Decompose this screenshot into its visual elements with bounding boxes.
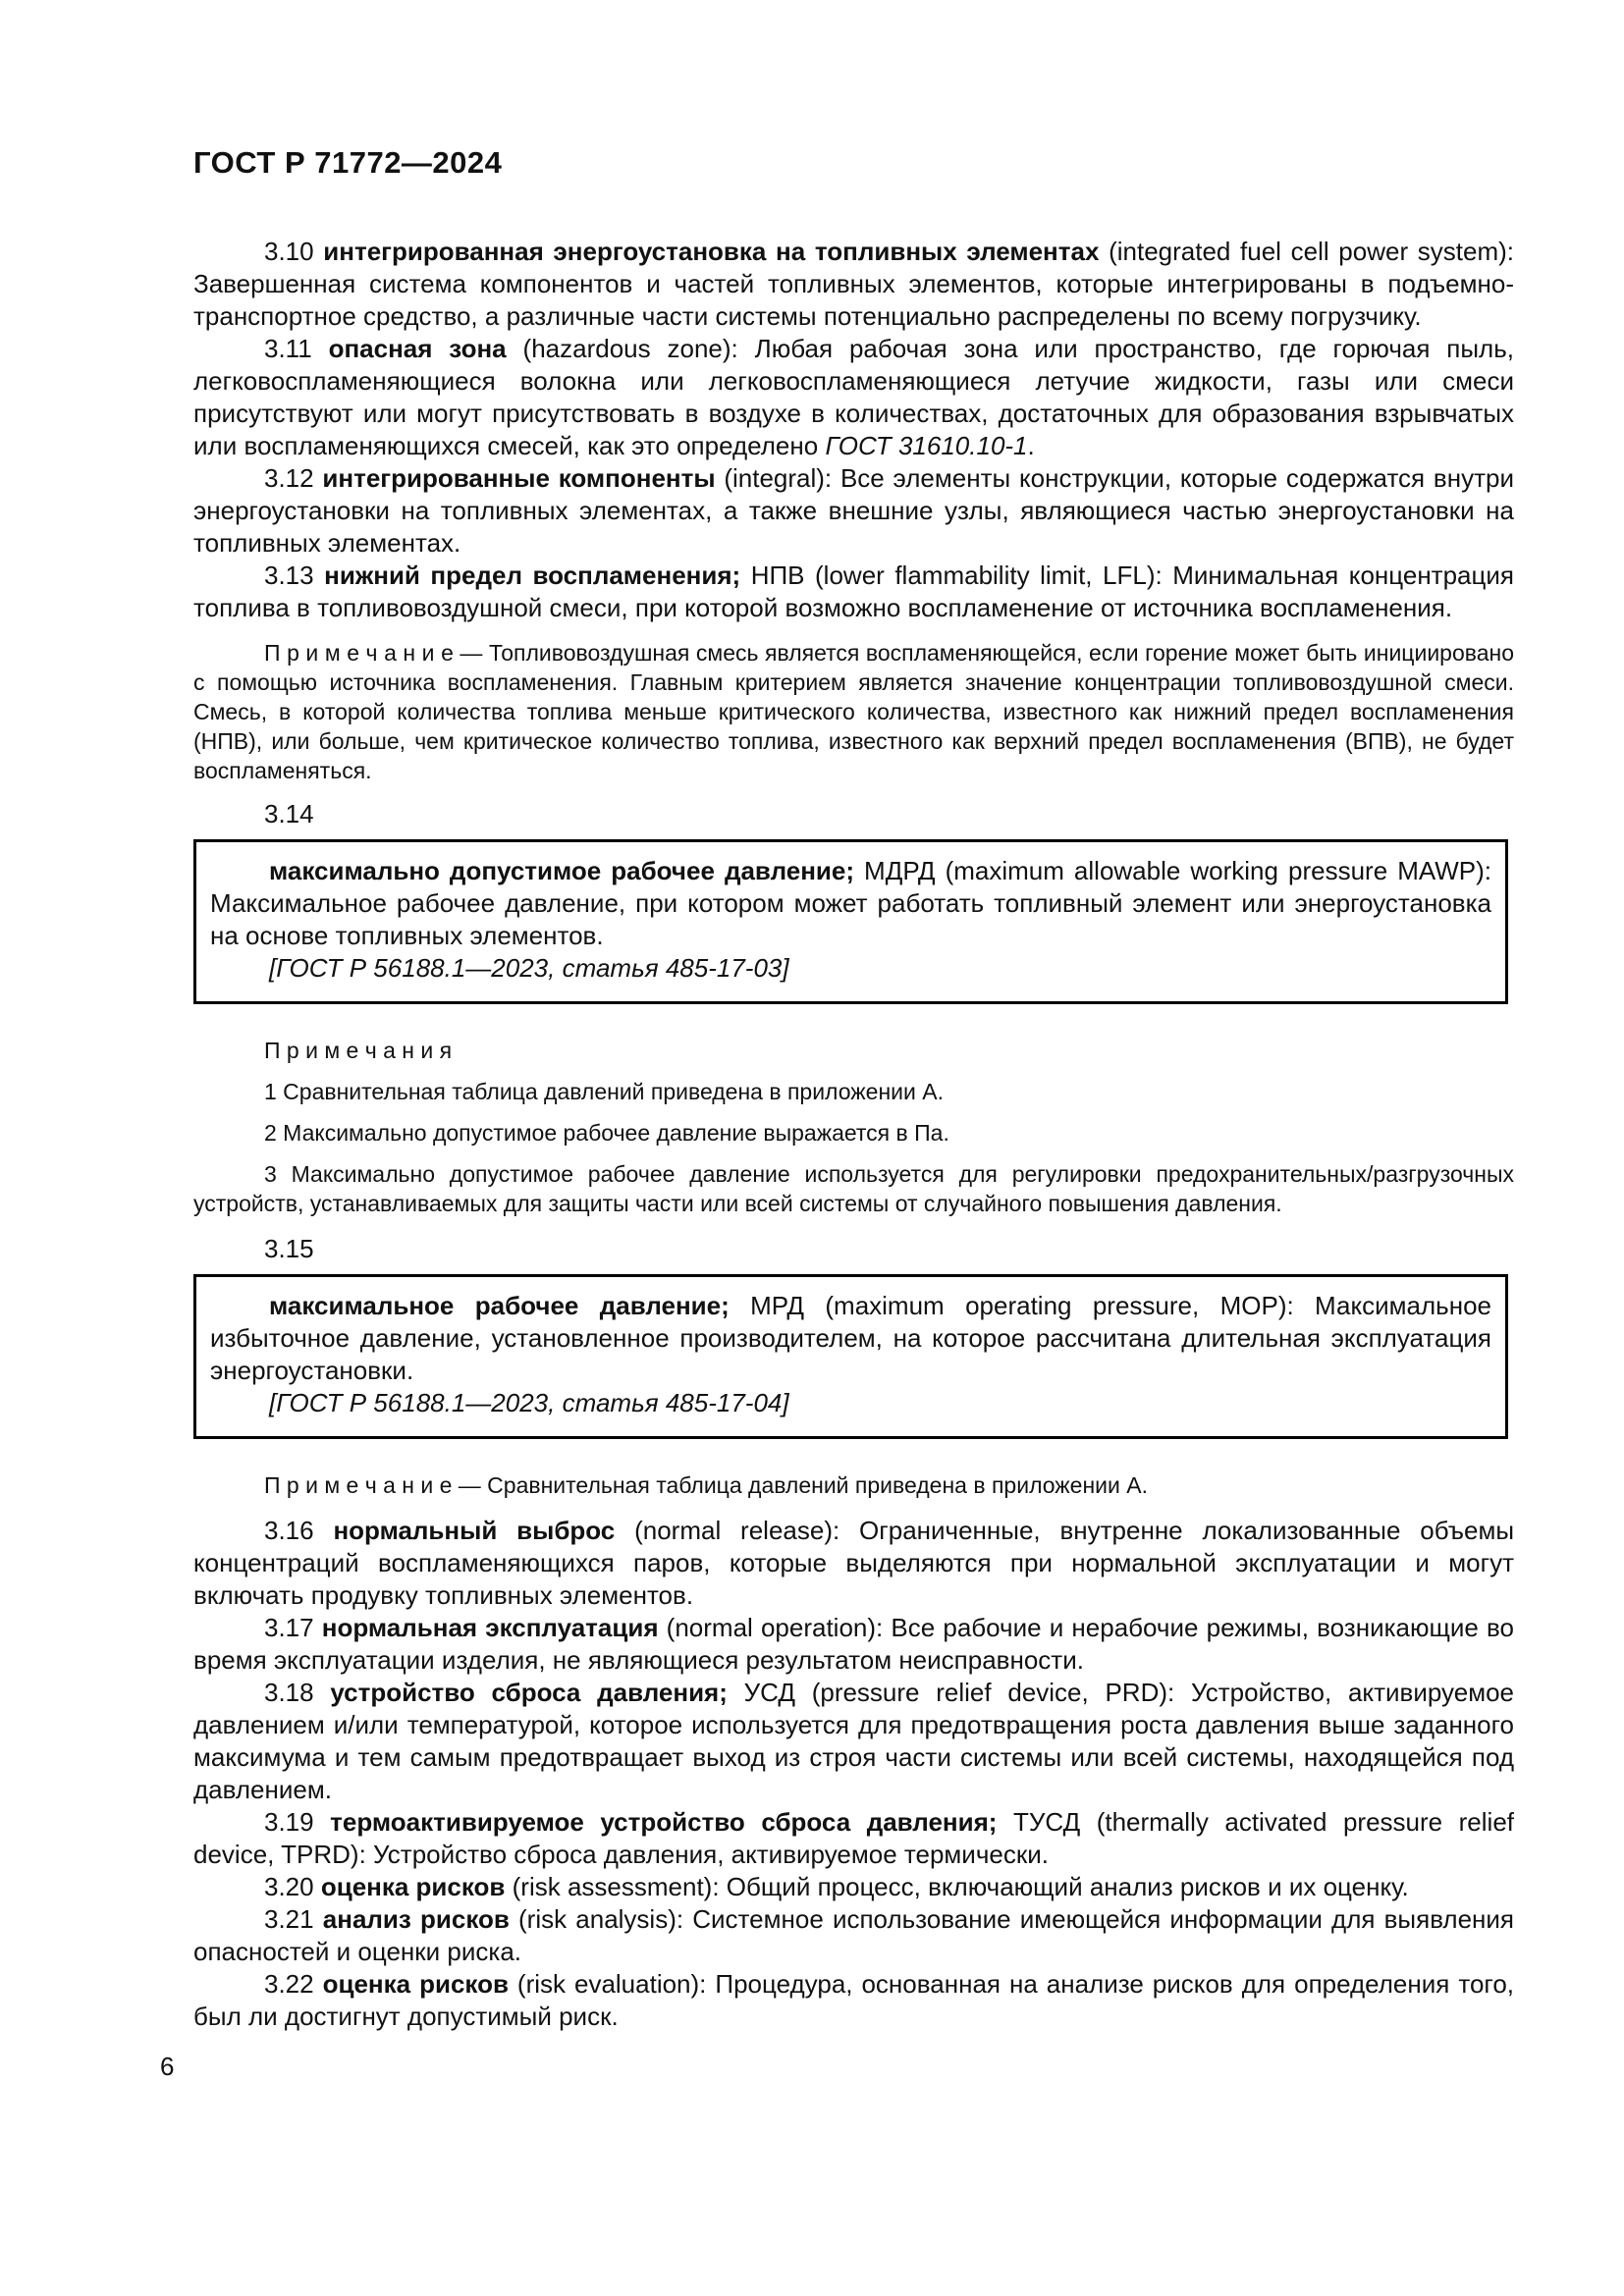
- note-mawp-2: 2 Максимально допустимое рабочее давление выражается в Па.: [264, 1120, 949, 1146]
- term-title: нормальная эксплуатация: [321, 1613, 659, 1642]
- term-title: термоактивируемое устройство сброса давления;: [330, 1807, 998, 1837]
- term-definition: (normal release): Ограниченные, внутренне локализованные объемы концентраций воспламеняющихся паров, которые выделяются при нормальной эксплуатации и могут включать продувку топливных элементов.: [193, 1516, 1515, 1610]
- clause-label-3-15: 3.15: [264, 1234, 314, 1263]
- term-title: опасная зона: [328, 334, 507, 363]
- term-title: нижний предел воспламенения;: [324, 561, 741, 590]
- term-number: 3.17: [264, 1613, 322, 1642]
- definition-box-3-14: [193, 839, 1508, 1004]
- term-title: интегрированная энергоустановка на топливных элементах: [323, 237, 1100, 266]
- term-definition: (integral): Все элементы конструкции, которые содержатся внутри энергоустановки на топливных элементах, а также внешние узлы, являющиеся частью энергоустановки на топливных элементах.: [193, 463, 1514, 558]
- term-definition: (risk assessment): Общий процесс, включающий анализ рисков и их оценку.: [505, 1872, 1409, 1901]
- term-number: 3.21: [264, 1904, 323, 1934]
- source-reference: [ГОСТ Р 56188.1—2023, статья 485-17-03]: [269, 953, 789, 983]
- term-number: 3.22: [264, 1969, 323, 1999]
- page-number: 6: [160, 2052, 175, 2081]
- term-3-13: [193, 560, 1514, 624]
- term-definition-tail: .: [1027, 431, 1035, 460]
- term-title: максимально допустимое рабочее давление;: [269, 856, 855, 885]
- term-3-12: [193, 462, 1514, 560]
- note-mawp-3: 3 Максимально допустимое рабочее давление используется для регулировки предохранительных/разгрузочных устройств, устанавливаемых для защиты части или всей системы от случайного повышения давления.: [193, 1161, 1514, 1216]
- term-title: анализ рисков: [322, 1904, 510, 1934]
- document-code: ГОСТ Р 71772—2024: [193, 145, 503, 180]
- term-3-18: [193, 1677, 1514, 1806]
- note-text: — Сравнительная таблица давлений приведена в приложении А.: [452, 1472, 1148, 1498]
- term-3-17: [193, 1612, 1514, 1677]
- term-number: 3.20: [264, 1872, 321, 1901]
- term-3-11: [193, 333, 1514, 462]
- term-definition: (integrated fuel cell power system): Завершенная система компонентов и частей топливных элементов, которые интегрированы в подъемно-транспортное средство, а различные части системы потенциально распределены по всему погрузчику.: [193, 237, 1515, 331]
- term-definition: НПВ (lower flammability limit, LFL): Минимальная концентрация топлива в топливовоздушной смеси, при которой возможно воспламенение от источника воспламенения.: [193, 561, 1515, 622]
- note-label: П р и м е ч а н и е: [264, 640, 454, 666]
- page-content: [160, 236, 1515, 2083]
- boxed-term-mop: [210, 1290, 1491, 1387]
- term-definition: МРД (maximum operating pressure, MOP): Максимальное избыточное давление, установленное производителем, на которое рассчитана длительная эксплуатация энергоустановки.: [210, 1291, 1491, 1385]
- term-number: 3.13: [264, 561, 325, 590]
- term-title: оценка рисков: [322, 1969, 509, 1999]
- term-3-22: [193, 1968, 1514, 2033]
- term-number: 3.11: [264, 334, 329, 363]
- term-title: интегрированные компоненты: [322, 463, 716, 493]
- term-3-20: [193, 1871, 1514, 1903]
- source-reference: [ГОСТ Р 56188.1—2023, статья 485-17-04]: [269, 1388, 789, 1417]
- definition-box-3-15: [193, 1274, 1508, 1439]
- term-definition: (risk evaluation): Процедура, основанная на анализе рисков для определения того, был ли достигнут допустимый риск.: [193, 1969, 1514, 2031]
- clause-label-3-14: 3.14: [264, 799, 314, 828]
- term-title: устройство сброса давления;: [330, 1678, 728, 1707]
- term-definition: МДРД (maximum allowable working pressure MAWP): Максимальное рабочее давление, при котором может работать топливный элемент или энергоустановка на основе топливных элементов.: [210, 856, 1491, 950]
- term-definition: ТУСД (thermally activated pressure relief device, TPRD): Устройство сброса давления, активируемое термически.: [193, 1807, 1514, 1869]
- term-3-19: [193, 1806, 1514, 1871]
- boxed-term-mawp: [210, 855, 1491, 952]
- note-lfl: [193, 638, 1514, 785]
- notes-mawp-heading: [193, 1036, 1514, 1065]
- note-mop: [193, 1470, 1514, 1500]
- note-mawp-1: 1 Сравнительная таблица давлений приведена в приложении А.: [264, 1079, 944, 1104]
- term-title: нормальный выброс: [333, 1516, 616, 1545]
- note-label: П р и м е ч а н и е: [264, 1472, 453, 1498]
- term-number: 3.18: [264, 1678, 331, 1707]
- note-text: — Топливовоздушная смесь является воспламеняющейся, если горение может быть инициировано с помощью источника воспламенения. Главным критерием является значение концентрации топливовоздушной смеси. Смесь, в которой количества топлива меньше критического количества, известного как нижний предел воспламенения (НПВ), или больше, чем критическое количество топлива, известного как верхний предел воспламенения (ВПВ), не будет воспламеняться.: [193, 640, 1514, 783]
- term-definition: УСД (pressure relief device, PRD): Устройство, активируемое давлением и/или температурой, которое используется для предотвращения роста давления выше заданного максимума и тем самым предотвращает выход из строя части системы или всей системы, находящейся под давлением.: [193, 1678, 1514, 1804]
- term-number: 3.16: [264, 1516, 334, 1545]
- term-definition: (hazardous zone): Любая рабочая зона или пространство, где горючая пыль, легковоспламеняющиеся волокна или легковоспламеняющиеся летучие жидкости, газы или смеси присутствуют или могут присутствовать в воздухе в количествах, достаточных для образования взрывчатых или воспламеняющихся смесей, как это определено: [193, 334, 1514, 460]
- gost-reference: ГОСТ 31610.10-1: [825, 431, 1028, 460]
- term-number: 3.10: [264, 237, 324, 266]
- term-number: 3.12: [264, 463, 323, 493]
- term-3-10: [193, 236, 1514, 333]
- term-definition: (normal operation): Все рабочие и нерабочие режимы, возникающие во время эксплуатации изделия, не являющиеся результатом неисправности.: [193, 1613, 1515, 1675]
- term-number: 3.19: [264, 1807, 331, 1837]
- notes-label: П р и м е ч а н и я: [264, 1038, 453, 1063]
- term-3-21: [193, 1903, 1514, 1968]
- term-title: оценка рисков: [320, 1872, 506, 1901]
- term-definition: (risk analysis): Системное использование имеющейся информации для выявления опасностей и оценки риска.: [193, 1904, 1515, 1966]
- term-title: максимальное рабочее давление;: [269, 1291, 730, 1320]
- term-3-16: [193, 1515, 1514, 1612]
